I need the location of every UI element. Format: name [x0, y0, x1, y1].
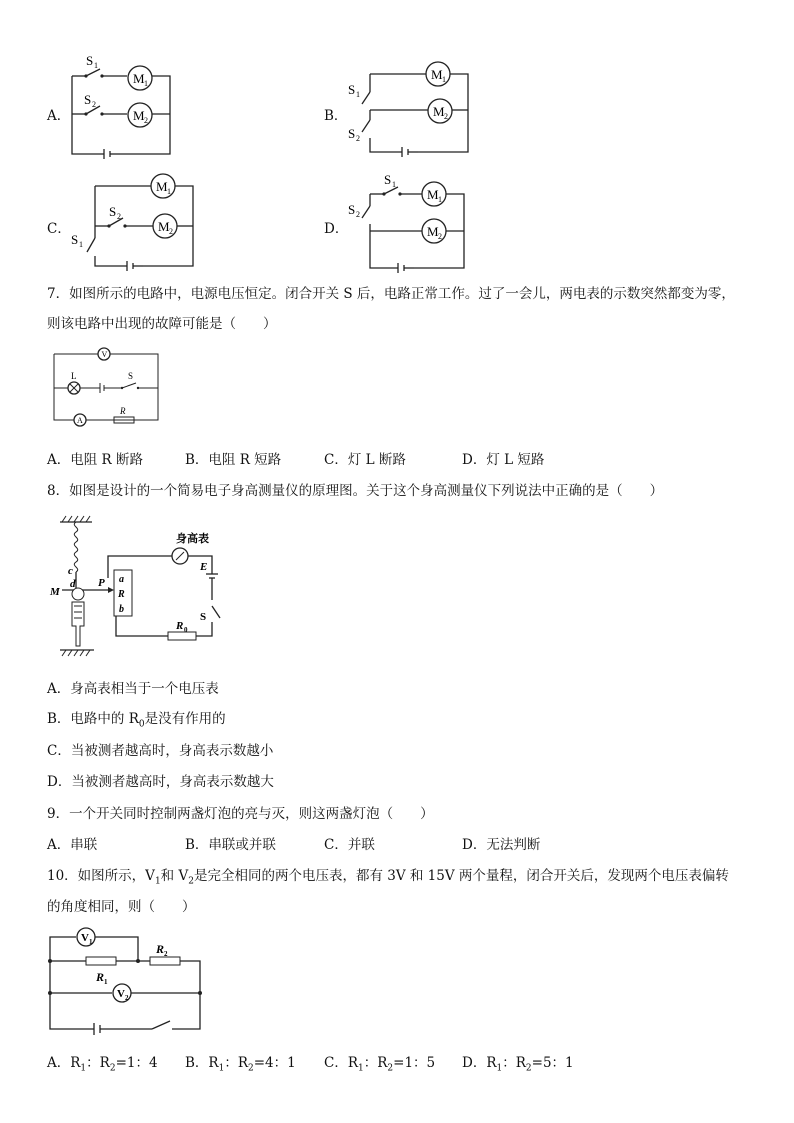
q9-option-c: C．并联 [324, 837, 375, 853]
switch-s-label: S [200, 611, 207, 623]
q10-d-mid: ：R [502, 1055, 526, 1071]
q10-stem-post: 是完全相同的两个电压表，都有 3V 和 15V 两个量程，闭合开关后，发现两个电压表偏转 [193, 868, 729, 884]
r0-label: R [176, 620, 184, 632]
switch-s2-label: S [348, 126, 356, 141]
r1-sub: 1 [104, 978, 108, 986]
q10-stem-sub2: 2 [188, 876, 194, 887]
v2-sub: 2 [125, 994, 129, 1002]
resistor-label: R [120, 406, 126, 416]
r2-label: R [156, 942, 165, 956]
q10-stem-sub1: 1 [154, 876, 161, 887]
q8-option-b-pre: B．电路中的 R [47, 711, 139, 727]
switch-label: S [128, 371, 134, 381]
q10-stem-line1 [47, 867, 729, 891]
q6-option-a-circuit [60, 52, 180, 160]
switch-s1-label: S [348, 82, 356, 97]
q10-c-letter: C．R [324, 1055, 358, 1071]
q6-option-b-circuit [340, 58, 480, 158]
q10-a-sub2: 2 [109, 1063, 116, 1074]
motor-m1-label: M [427, 187, 439, 202]
q10-b-sub1: 1 [218, 1063, 225, 1074]
switch-s1-label: S [86, 53, 94, 68]
q6-option-c-label: C． [47, 221, 71, 237]
q6-option-d-label: D． [324, 221, 349, 237]
lamp-label: L [71, 371, 77, 381]
switch-s2-sub: 2 [117, 212, 121, 221]
q8-stem: 8．如图是设计的一个简易电子身高测量仪的原理图。关于这个身高测量仪下列说法中正确的是（ ） [47, 483, 664, 499]
q8-option-d: D．当被测者越高时，身高表示数越大 [47, 774, 274, 790]
switch-s1-sub: 1 [356, 90, 360, 99]
q7-option-a: A．电阻 R 断路 [47, 452, 143, 468]
q10-a-mid: ：R [86, 1055, 110, 1071]
q10-d-sub2: 2 [525, 1063, 532, 1074]
q10-option-a [47, 1054, 158, 1078]
q9-option-a: A．串联 [47, 837, 98, 853]
motor-m1-sub: 1 [144, 79, 148, 88]
q9-option-d: D．无法判断 [462, 837, 541, 853]
r1-label: R [96, 970, 105, 984]
q10-circuit-diagram [46, 925, 206, 1037]
q10-c-sub1: 1 [358, 1063, 364, 1074]
q9-stem: 9．一个开关同时控制两盏灯泡的亮与灭，则这两盏灯泡（ ） [47, 806, 434, 822]
v2-label: V [117, 988, 125, 1000]
q10-b-mid: ：R [224, 1055, 248, 1071]
point-d-label: d [70, 578, 76, 590]
q8-option-c: C．当被测者越高时，身高表示数越小 [47, 743, 274, 759]
motor-m2-sub: 2 [169, 227, 173, 236]
height-meter-label: 身高表 [176, 533, 209, 545]
motor-m1-label: M [156, 179, 168, 194]
switch-s2-sub: 2 [356, 134, 360, 143]
q7-option-b: B．电阻 R 短路 [185, 452, 282, 468]
q10-d-letter: D．R [462, 1055, 497, 1071]
v1-label: V [81, 932, 89, 944]
q10-option-d [462, 1054, 574, 1078]
q10-a-sub1: 1 [80, 1063, 87, 1074]
q10-c-ratio: =1：5 [393, 1055, 436, 1071]
q10-a-letter: A．R [47, 1055, 81, 1071]
switch-s2-label: S [109, 204, 117, 219]
motor-m1-sub: 1 [438, 195, 442, 204]
motor-m2-label: M [158, 219, 170, 234]
motor-m1-sub: 1 [167, 187, 171, 196]
q10-stem-mid: 和 V [160, 868, 189, 884]
motor-m1-label: M [133, 71, 145, 86]
q10-d-ratio: =5：1 [531, 1055, 574, 1071]
switch-s2-sub: 2 [92, 100, 96, 109]
q7-stem-line2: 则该电路中出现的故障可能是（ ） [47, 316, 277, 332]
switch-s2-label: S [348, 202, 356, 217]
switch-s2-label: S [84, 92, 92, 107]
q10-c-mid: ：R [363, 1055, 388, 1071]
q8-option-b-post: 是没有作用的 [144, 711, 226, 727]
q6-option-c-circuit [65, 172, 205, 274]
motor-m2-sub: 2 [144, 116, 148, 125]
switch-s1-sub: 1 [392, 180, 396, 189]
slider-p-label: P [98, 577, 105, 589]
q6-option-d-circuit [340, 170, 480, 274]
q10-c-sub2: 2 [387, 1063, 394, 1074]
ammeter-label: A [77, 416, 83, 425]
q10-b-sub2: 2 [248, 1063, 254, 1074]
switch-s2-sub: 2 [356, 210, 360, 219]
q10-b-letter: B．R [185, 1055, 219, 1071]
battery-e-label: E [200, 561, 208, 573]
q7-option-d: D．灯 L 短路 [462, 452, 545, 468]
r2-sub: 2 [164, 950, 168, 958]
q8-option-a: A．身高表相当于一个电压表 [47, 681, 219, 697]
motor-m2-label: M [427, 224, 439, 239]
switch-s1-label: S [384, 172, 392, 187]
motor-m2-label: M [433, 104, 445, 119]
q10-d-sub1: 1 [496, 1063, 503, 1074]
q9-option-b: B．串联或并联 [185, 837, 276, 853]
motor-m2-sub: 2 [438, 232, 442, 241]
rheostat-r-label: R [118, 589, 125, 600]
switch-s1-sub: 1 [94, 61, 98, 70]
voltmeter-label: V [101, 350, 108, 359]
rheostat-a-label: a [119, 574, 124, 585]
motor-m2-label: M [133, 108, 145, 123]
q10-a-ratio: =1：4 [115, 1055, 158, 1071]
q7-option-c: C．灯 L 断路 [324, 452, 406, 468]
q10-stem-line2: 的角度相同，则（ ） [47, 899, 196, 915]
q8-option-b [47, 710, 226, 734]
switch-s1-sub: 1 [79, 240, 83, 249]
r0-sub: 0 [184, 626, 188, 634]
v1-sub: 1 [89, 938, 93, 946]
point-m-label: M [50, 586, 60, 598]
q8-option-b-sub: 0 [138, 719, 145, 730]
rheostat-b-label: b [119, 604, 124, 615]
q8-height-meter-diagram [50, 512, 240, 660]
q7-circuit-diagram [52, 346, 164, 436]
point-c-label: c [68, 565, 73, 577]
q6-option-b-label: B． [324, 108, 348, 124]
switch-s1-label: S [71, 232, 79, 247]
motor-m1-sub: 1 [442, 75, 446, 84]
motor-m1-label: M [431, 67, 443, 82]
q10-option-b [185, 1054, 296, 1078]
q7-stem-line1: 7．如图所示的电路中，电源电压恒定。闭合开关 S 后，电路正常工作。过了一会儿，两电表的示数突然都变为零， [47, 286, 735, 302]
q10-b-ratio: =4：1 [253, 1055, 296, 1071]
motor-m2-sub: 2 [444, 112, 448, 121]
q10-stem-pre: 10．如图所示，V [47, 868, 155, 884]
q10-option-c [324, 1054, 435, 1078]
q6-option-a-label: A． [47, 108, 71, 124]
